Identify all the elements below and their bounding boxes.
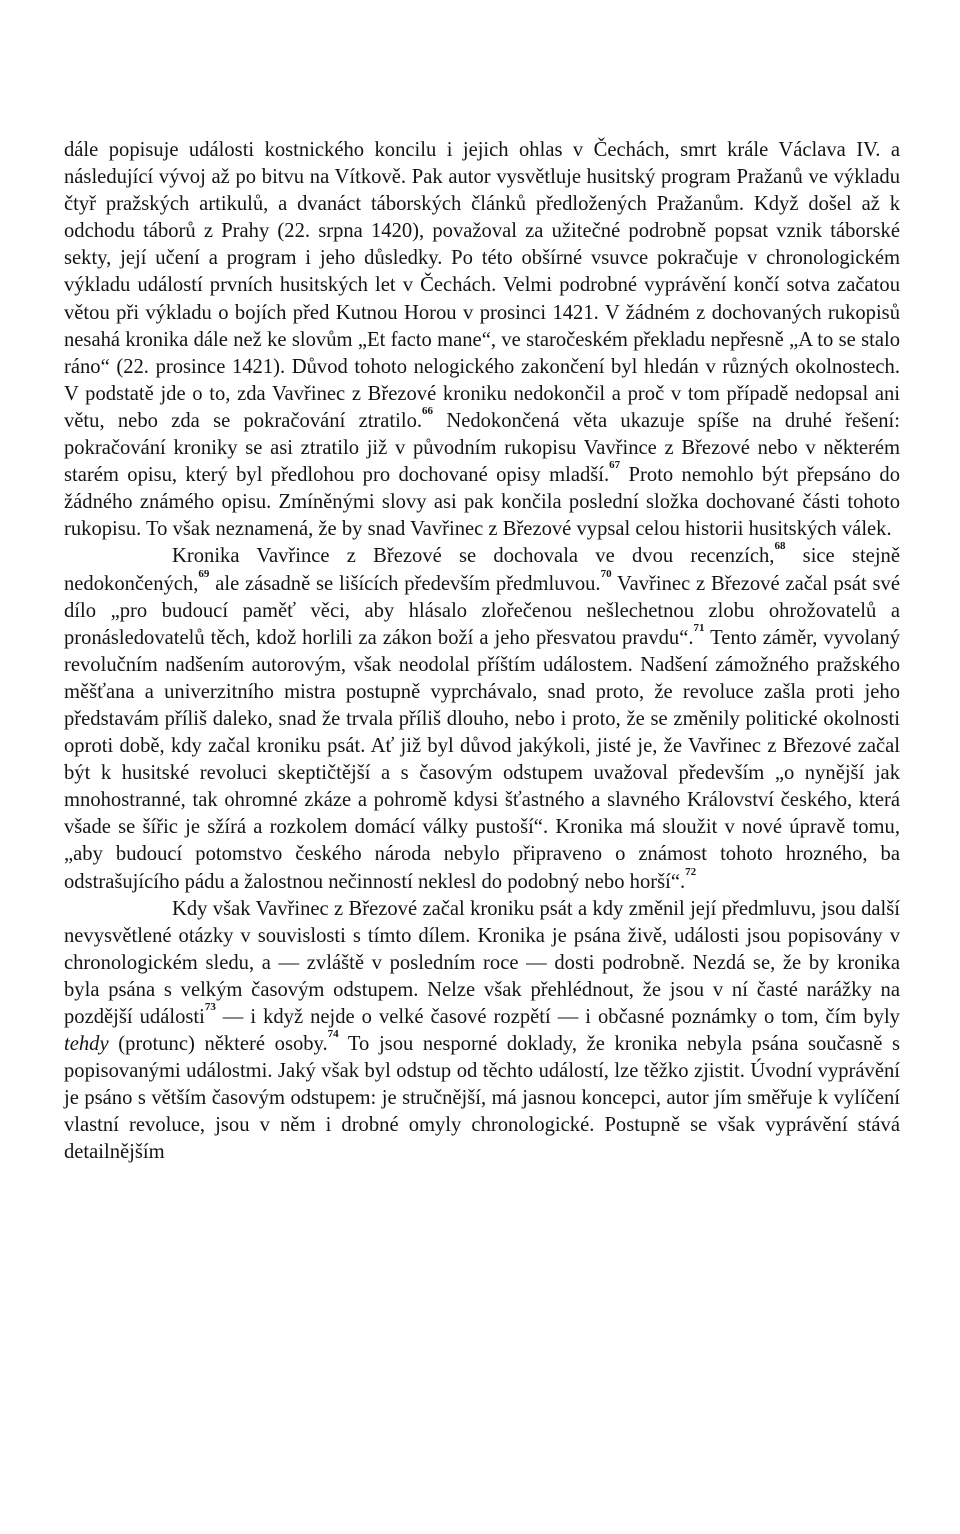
text-segment: Vavřinec z Březové začal psát své dílo „pro budoucí paměť věci, aby hlásalo zlořečenou nešlechetnou zlobu ohrožovatelů a pronásledovatelů těch, kdož horlili za zákon boží a jeho přesvatou pravdu“. — [64, 572, 900, 649]
page-body — [64, 137, 900, 1167]
footnote-ref-70: 70 — [600, 567, 612, 580]
paragraph-3 — [64, 896, 900, 1167]
footnote-ref-72: 72 — [685, 865, 697, 878]
footnote-ref-71: 71 — [693, 621, 705, 634]
text-segment: To jsou nesporné doklady, že kronika nebyla psána současně s popisovanými událostmi. Jaký však byl odstup od těchto událostí, lze těžko zjistit. Úvodní vyprávění je psáno s větším časovým odstupem: je stručnější, má jasnou koncepci, autor jím směřuje k vylíčení vlastní revoluce, jsou v něm i drobné omyly chronologické. Postupně se však vyprávění stává detailnějším — [64, 1033, 900, 1164]
text-segment: dále popisuje události kostnického koncilu i jejich ohlas v Čechách, smrt krále Václava IV. a následující vývoj až po bitvu na Vítkově. Pak autor vysvětluje husitský program Pražanů ve výkladu čtyř pražských artikulů, a dvanáct táborských článků předložených Pražanům. Když došel až k odchodu táborů z Prahy (22. srpna 1420), považoval za užitečné podrobně popsat vznik táborské sekty, její učení a program i jeho důsledky. Po této obšírné vsuvce pokračuje v chronologickém výkladu událostí prvních husitských let v Čechách. Velmi podrobné vyprávění končí sotva začatou větou při výkladu o bojích před Kutnou Horou v prosinci 1421. V žádném z dochovaných rukopisů nesahá kronika dále než ke slovům „Et facto mane“, ve staročeském překladu nepřesně „A to se stalo ráno“ (22. prosince 1421). Důvod tohoto nelogického zakončení byl hledán v různých okolnostech. V podstatě jde o to, zda Vavřinec z Březové kroniku nedokončil a proč v tom případě nedopsal ani větu, nebo zda se pokračování ztratilo. — [64, 139, 900, 432]
text-segment: Nedokončená věta ukazuje spíše na druhé řešení: pokračování kroniky se asi ztratilo již v původním rukopisu Vavřince z Březové nebo v některém starém opisu, který byl předlohou pro dochované opisy mladší. — [64, 409, 900, 487]
footnote-ref-74: 74 — [327, 1028, 339, 1041]
text-segment: (protunc) některé osoby. — [108, 1033, 328, 1056]
paragraph-2 — [64, 540, 900, 895]
text-segment: Tento záměr, vyvolaný revolučním nadšením autorovým, však neodolal příštím událostem. Nadšení zámožného pražského měšťana a univerzitního mistra postupně vyprchávalo, snad proto, že revoluce zašla proti jeho představám příliš daleko, snad že trvala příliš dlouho, nebo i proto, že se změnily politické okolnosti oproti době, kdy začal kroniku psát. Ať již byl důvod jakýkoli, jisté je, že Vavřinec z Březové začal být k husitské revoluci skeptičtější a s časovým odstupem uvažoval především „o nynější jak mnohostranné, tak ohromné zkáze a pohromě kdysi šťastného a slavného Království českého, která všade se šířic je sžírá a rozkolem domácí války pustoší“. Kronika má sloužit v nové úpravě tomu, „aby budoucí potomstvo českého národa nebylo připraveno o známost tohoto hrozného, ba odstrašujícího pádu a žalostnou nečinností neklesl do podobný nebo horší“. — [64, 626, 900, 893]
italic-word: tehdy — [64, 1033, 109, 1056]
footnote-ref-67: 67 — [609, 459, 621, 472]
text-segment: ale zásadně se lišících především předmluvou. — [209, 572, 601, 595]
text-segment: — i když nejde o velké časové rozpětí — i občasné poznámky o tom, čím byly — [215, 1006, 900, 1028]
paragraph-1 — [64, 137, 900, 543]
footnote-ref-68: 68 — [774, 540, 786, 553]
text-segment: Kronika Vavřince z Březové se dochovala ve dvou recenzích, — [172, 545, 775, 568]
footnote-ref-69: 69 — [198, 567, 210, 580]
footnote-ref-73: 73 — [204, 1001, 216, 1013]
text-segment: sice stejně nedokončených, — [64, 545, 900, 595]
footnote-ref-66: 66 — [422, 404, 434, 417]
text-segment: Proto nemohlo být přepsáno do žádného známého opisu. Zmíněnými slovy asi pak končila poslední složka dochované části tohoto rukopisu. To však neznamená, že by snad Vavřinec z Březové vypsal celou historii husitských válek. — [64, 464, 900, 541]
text-segment: Kdy však Vavřinec z Březové začal kroniku psát a kdy změnil její předmluvu, jsou další nevysvětlené otázky v souvislosti s tímto dílem. Kronika je psána živě, události jsou popisovány v chronologickém sledu, a — zvláště v posledním roce — dosti podrobně. Nezdá se, že by kronika byla psána s velkým časovým odstupem. Nelze však přehlédnout, že jsou v ní časté narážky na pozdější události — [64, 897, 900, 1028]
